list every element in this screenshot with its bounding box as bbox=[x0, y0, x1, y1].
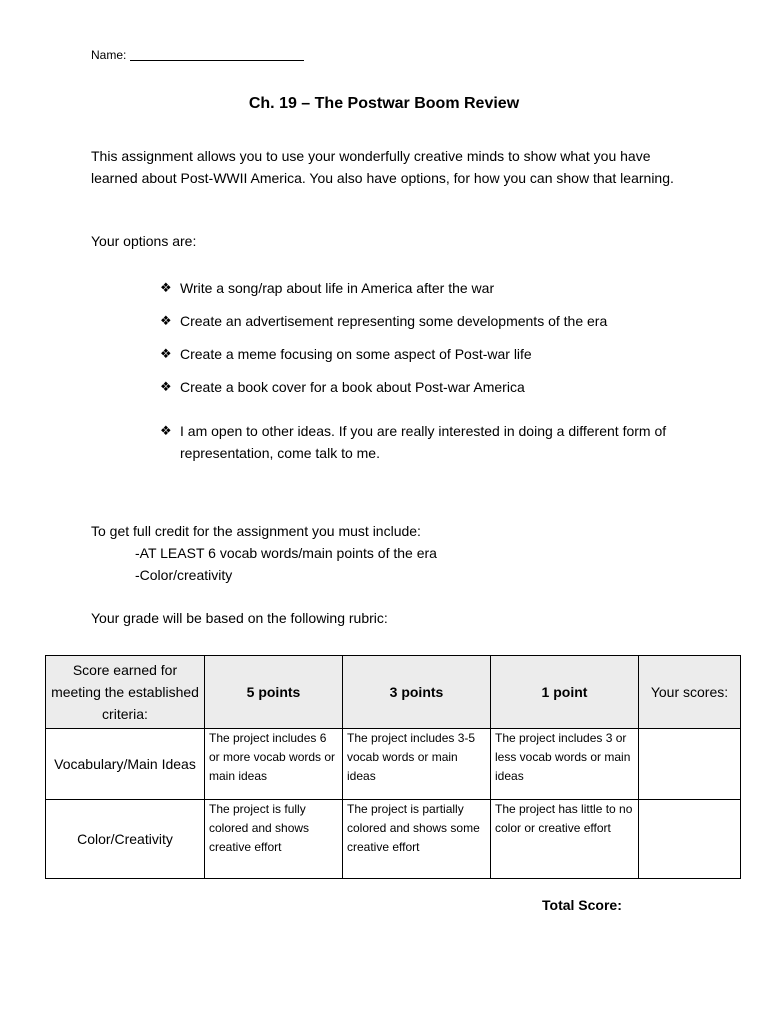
option-text: Create a book cover for a book about Post-war America bbox=[180, 379, 525, 395]
rubric-header-criteria: Score earned for meeting the established criteria: bbox=[46, 656, 205, 729]
rubric-row-label: Color/Creativity bbox=[46, 800, 205, 879]
intro-paragraph: This assignment allows you to use your wonderfully creative minds to show what you have learned about Post-WWII America. You also have options, for how you can show that learning. bbox=[91, 148, 674, 186]
option-item bbox=[160, 376, 700, 398]
option-item bbox=[160, 420, 700, 464]
option-text: Write a song/rap about life in America after the war bbox=[180, 280, 495, 296]
rubric-header-row bbox=[46, 656, 741, 729]
rubric-header-1pt: 1 point bbox=[491, 656, 639, 729]
rubric-header-5pts: 5 points bbox=[205, 656, 343, 729]
credit-lead: To get full credit for the assignment you must include: bbox=[91, 523, 421, 539]
options-lead: Your options are: bbox=[91, 233, 197, 249]
name-blank-line bbox=[130, 48, 304, 61]
rubric-cell-3pts: The project includes 3-5 vocab words or main ideas bbox=[343, 729, 491, 800]
options-list bbox=[160, 277, 700, 475]
option-text: Create a meme focusing on some aspect of Post-war life bbox=[180, 346, 532, 362]
rubric-cell-5pts: The project is fully colored and shows creative effort bbox=[205, 800, 343, 879]
option-item bbox=[160, 277, 700, 299]
credit-item: -Color/creativity bbox=[135, 567, 233, 583]
rubric-header-your-scores: Your scores: bbox=[639, 656, 741, 729]
rubric-cell-1pt: The project includes 3 or less vocab words or main ideas bbox=[491, 729, 639, 800]
rubric-cell-5pts: The project includes 6 or more vocab words or main ideas bbox=[205, 729, 343, 800]
diamond-bullet-icon: ❖ bbox=[160, 346, 172, 361]
diamond-bullet-icon: ❖ bbox=[160, 313, 172, 328]
diamond-bullet-icon: ❖ bbox=[160, 280, 172, 295]
rubric-row-vocabulary bbox=[46, 729, 741, 800]
name-label: Name: bbox=[91, 48, 127, 62]
option-item bbox=[160, 343, 700, 365]
rubric-cell-1pt: The project has little to no color or creative effort bbox=[491, 800, 639, 879]
credit-requirements bbox=[91, 520, 437, 586]
rubric-row-label: Vocabulary/Main Ideas bbox=[46, 729, 205, 800]
diamond-bullet-icon: ❖ bbox=[160, 379, 172, 394]
credit-item: -AT LEAST 6 vocab words/main points of the era bbox=[135, 545, 437, 561]
option-text: I am open to other ideas. If you are really interested in doing a different form of representation, come talk to me. bbox=[180, 423, 667, 461]
page-title: Ch. 19 – The Postwar Boom Review bbox=[248, 95, 520, 112]
option-item bbox=[160, 310, 700, 332]
rubric-row-color bbox=[46, 800, 741, 879]
rubric-header-3pts: 3 points bbox=[343, 656, 491, 729]
rubric-cell-3pts: The project is partially colored and shows some creative effort bbox=[343, 800, 491, 879]
rubric-score-cell bbox=[639, 800, 741, 879]
rubric-table bbox=[45, 655, 741, 879]
diamond-bullet-icon: ❖ bbox=[160, 423, 172, 438]
name-field bbox=[91, 48, 304, 62]
total-score-label: Total Score: bbox=[542, 897, 622, 913]
option-text: Create an advertisement representing some developments of the era bbox=[180, 313, 608, 329]
rubric-lead: Your grade will be based on the following rubric: bbox=[91, 610, 388, 626]
rubric-score-cell bbox=[639, 729, 741, 800]
